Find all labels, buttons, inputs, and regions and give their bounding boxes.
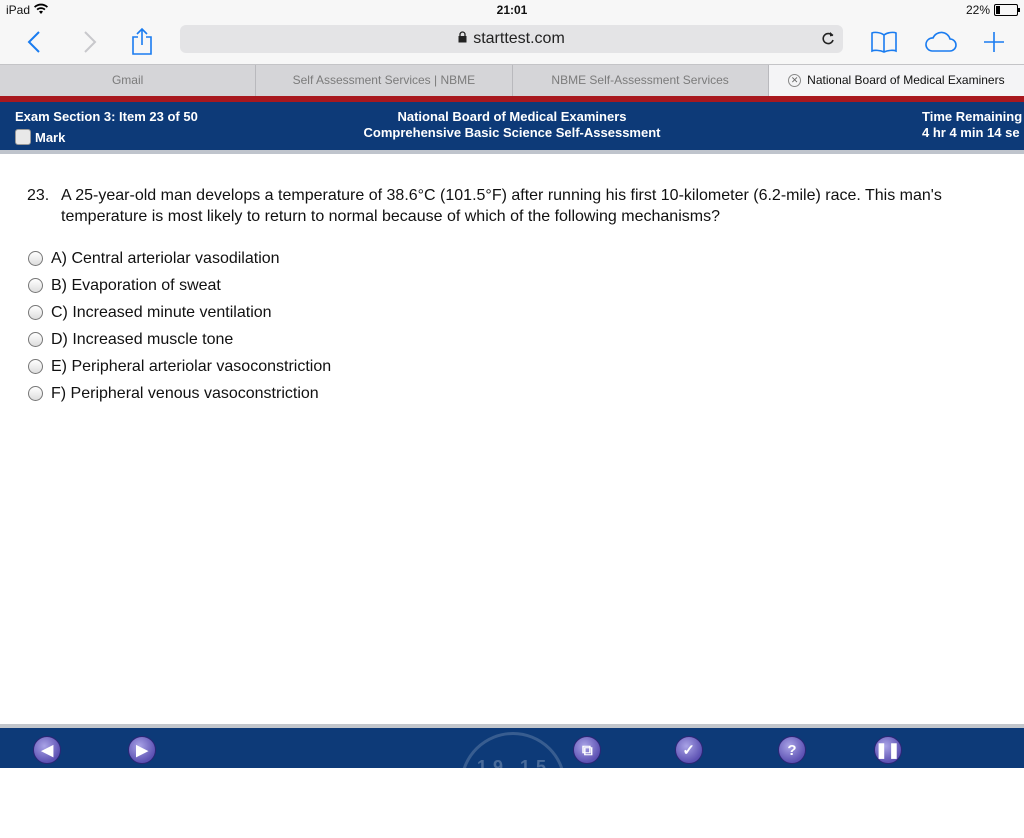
exam-header bbox=[0, 102, 1024, 150]
help-button[interactable]: ? Help bbox=[778, 736, 806, 780]
radio-icon[interactable] bbox=[28, 359, 43, 374]
option-label: D) Increased muscle tone bbox=[51, 330, 234, 348]
cloud-icon bbox=[923, 31, 957, 53]
mark-label: Mark bbox=[35, 129, 66, 145]
address-bar[interactable] bbox=[180, 25, 843, 53]
answer-option-a[interactable] bbox=[28, 245, 331, 272]
radio-icon[interactable] bbox=[28, 278, 43, 293]
reload-icon bbox=[821, 30, 835, 46]
icloud-tabs-button[interactable] bbox=[922, 24, 958, 60]
url-text: starttest.com bbox=[473, 30, 565, 47]
lab-values-button[interactable]: ⧉ Lab Values bbox=[556, 736, 619, 780]
battery-icon bbox=[994, 4, 1018, 16]
forward-button[interactable] bbox=[72, 24, 108, 60]
radio-icon[interactable] bbox=[28, 305, 43, 320]
option-label: B) Evaporation of sweat bbox=[51, 276, 221, 294]
radio-icon[interactable] bbox=[28, 386, 43, 401]
share-button[interactable] bbox=[124, 24, 160, 60]
checkmark-icon: ✓ bbox=[675, 736, 703, 764]
question-text: A 25-year-old man develops a temperature of 38.6°C (101.5°F) after running his first 10-kilometer (6.2-mile) race. This man's temperature is most likely to return to normal because of which of the following mechanisms? bbox=[61, 187, 942, 225]
share-icon bbox=[131, 28, 153, 56]
previous-button[interactable]: ◀ Previous bbox=[22, 736, 73, 780]
option-label: E) Peripheral arteriolar vasoconstriction bbox=[51, 357, 332, 375]
exam-footer bbox=[0, 728, 1024, 780]
exam-title: Comprehensive Basic Science Self-Assessment bbox=[363, 125, 661, 140]
tab-national-board[interactable] bbox=[769, 65, 1024, 96]
answer-option-f[interactable] bbox=[28, 380, 331, 407]
device-label: iPad bbox=[6, 3, 31, 17]
section-item-label: Exam Section 3: Item 23 of 50 bbox=[15, 109, 198, 124]
chevron-left-icon bbox=[27, 30, 41, 54]
header-divider bbox=[0, 150, 1024, 154]
reload-button[interactable] bbox=[821, 30, 835, 51]
option-label: C) Increased minute ventilation bbox=[51, 303, 272, 321]
tab-self-assessment-services-nbme[interactable]: Self Assessment Services | NBME bbox=[256, 65, 512, 96]
lab-values-icon: ⧉ bbox=[573, 736, 601, 764]
question-stem bbox=[27, 185, 997, 227]
arrow-right-icon: ▶ bbox=[128, 736, 156, 764]
status-bar bbox=[0, 0, 1024, 20]
org-title: National Board of Medical Examiners bbox=[397, 109, 627, 124]
radio-icon[interactable] bbox=[28, 251, 43, 266]
tab-gmail[interactable]: Gmail bbox=[0, 65, 256, 96]
radio-icon[interactable] bbox=[28, 332, 43, 347]
answer-option-b[interactable] bbox=[28, 272, 331, 299]
tab-bar bbox=[0, 64, 1024, 96]
bookmarks-button[interactable] bbox=[866, 24, 902, 60]
plus-icon bbox=[983, 31, 1005, 53]
pause-icon: ❚❚ bbox=[874, 736, 902, 764]
nbme-seal-watermark: 19 15 bbox=[460, 732, 566, 838]
question-mark-icon: ? bbox=[778, 736, 806, 764]
next-button[interactable]: ▶ Next bbox=[128, 736, 156, 780]
review-button[interactable]: ✓ Review bbox=[668, 736, 709, 780]
close-tab-icon[interactable]: ✕ bbox=[788, 74, 801, 87]
tab-label: National Board of Medical Examiners bbox=[807, 73, 1005, 87]
clock: 21:01 bbox=[496, 3, 528, 17]
tab-nbme-self-assessment-services[interactable]: NBME Self-Assessment Services bbox=[513, 65, 769, 96]
answer-option-c[interactable] bbox=[28, 299, 331, 326]
option-label: F) Peripheral venous vasoconstriction bbox=[51, 384, 319, 402]
answer-option-e[interactable] bbox=[28, 353, 331, 380]
pause-button[interactable]: ❚❚ Pause bbox=[870, 736, 905, 780]
option-label: A) Central arteriolar vasodilation bbox=[51, 249, 280, 267]
arrow-left-icon: ◀ bbox=[33, 736, 61, 764]
lock-icon bbox=[458, 31, 467, 43]
battery-percent: 22% bbox=[965, 3, 990, 17]
book-icon bbox=[870, 31, 898, 53]
back-button[interactable] bbox=[16, 24, 52, 60]
new-tab-button[interactable] bbox=[976, 24, 1012, 60]
answer-options bbox=[28, 245, 331, 407]
chevron-right-icon bbox=[83, 30, 97, 54]
time-remaining-label: Time Remaining bbox=[922, 109, 1023, 124]
time-remaining-value: 4 hr 4 min 14 se bbox=[922, 125, 1020, 140]
browser-toolbar bbox=[0, 20, 1024, 64]
answer-option-d[interactable] bbox=[28, 326, 331, 353]
question-number: 23. bbox=[27, 187, 50, 204]
